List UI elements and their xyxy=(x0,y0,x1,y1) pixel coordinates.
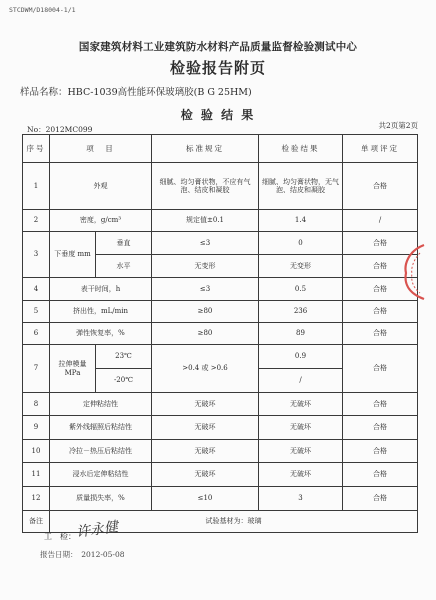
row-result: 3 xyxy=(259,487,343,511)
row-result: 无破坏 xyxy=(259,440,343,463)
row-item: 外观 xyxy=(50,163,152,210)
results-table xyxy=(22,134,418,533)
row-verdict: 合格 xyxy=(343,345,418,393)
row-result: 0 xyxy=(259,232,343,255)
table-row xyxy=(23,278,418,301)
row-result: 236 xyxy=(259,301,343,323)
row-subitem: -20℃ xyxy=(96,369,152,393)
row-no: 3 xyxy=(23,232,50,278)
row-verdict: 合格 xyxy=(343,278,418,301)
row-no: 4 xyxy=(23,278,50,301)
row-standard: 无破坏 xyxy=(152,393,259,416)
table-row xyxy=(23,440,418,463)
header-standard: 标准规定 xyxy=(152,135,259,163)
row-item: 浸水后定伸粘结性 xyxy=(50,463,152,487)
page-info: 共2页第2页 xyxy=(378,121,418,130)
row-item: 冷拉－热压后粘结性 xyxy=(50,440,152,463)
row-verdict: 合格 xyxy=(343,163,418,210)
row-standard: 无破坏 xyxy=(152,463,259,487)
table-row xyxy=(23,301,418,323)
table-header-row xyxy=(23,135,418,163)
row-no: 6 xyxy=(23,323,50,345)
table-row xyxy=(23,416,418,440)
row-no: 2 xyxy=(23,210,50,232)
section-title: 检 验 结 果 xyxy=(180,108,256,122)
row-verdict: 合格 xyxy=(343,255,418,278)
row-no: 12 xyxy=(23,487,50,511)
page-title: 检验报告附页 xyxy=(169,59,266,77)
table-row xyxy=(23,463,418,487)
row-no: 5 xyxy=(23,301,50,323)
official-stamp-icon xyxy=(398,243,428,301)
row-item: 密度，g/cm³ xyxy=(50,210,152,232)
row-standard: 无破坏 xyxy=(152,416,259,440)
row-verdict: / xyxy=(343,210,418,232)
row-verdict: 合格 xyxy=(343,301,418,323)
inspector-label: 工 检： xyxy=(44,532,76,541)
row-item: 挤出性，mL/min xyxy=(50,301,152,323)
row-standard: ≥80 xyxy=(152,301,259,323)
inspector-signature: 许永健 xyxy=(75,519,120,541)
row-result: 无破坏 xyxy=(259,393,343,416)
row-standard: ≤10 xyxy=(152,487,259,511)
row-item: 表干时间，h xyxy=(50,278,152,301)
row-standard: ≤3 xyxy=(152,278,259,301)
row-item: 紫外线辐照后粘结性 xyxy=(50,416,152,440)
row-item: 下垂度 mm xyxy=(50,232,96,278)
organization-name: 国家建筑材料工业建筑防水材料产品质量监督检验测试中心 xyxy=(78,41,358,53)
row-standard: >0.4 或 >0.6 xyxy=(152,345,259,393)
row-verdict: 合格 xyxy=(343,323,418,345)
row-standard: ≤3 xyxy=(152,232,259,255)
row-verdict: 合格 xyxy=(343,232,418,255)
remarks-text: 试验基材为：玻璃 xyxy=(50,511,418,533)
sample-label: 样品名称： xyxy=(20,87,68,98)
table-row xyxy=(23,210,418,232)
row-verdict: 合格 xyxy=(343,416,418,440)
row-no: 10 xyxy=(23,440,50,463)
table-row xyxy=(23,163,418,210)
table-row xyxy=(23,487,418,511)
row-verdict: 合格 xyxy=(343,393,418,416)
header-item: 项 目 xyxy=(50,135,152,163)
sample-name: HBC-1039高性能环保玻璃胶(B G 25HM) xyxy=(67,87,252,98)
row-standard: 细腻、均匀膏状物，不应有气泡、结皮和凝胶 xyxy=(152,163,259,210)
row-verdict: 合格 xyxy=(343,463,418,487)
header-result: 检验结果 xyxy=(259,135,343,163)
row-no: 8 xyxy=(23,393,50,416)
row-item: 定伸粘结性 xyxy=(50,393,152,416)
row-result: 0.5 xyxy=(259,278,343,301)
row-verdict: 合格 xyxy=(343,487,418,511)
header-verdict: 单项评定 xyxy=(343,135,418,163)
sample-line xyxy=(20,84,252,98)
row-result: / xyxy=(259,369,343,393)
row-no: 9 xyxy=(23,416,50,440)
report-date: 报告日期： 2012-05-08 xyxy=(40,550,125,559)
row-no: 1 xyxy=(23,163,50,210)
table-row xyxy=(23,323,418,345)
row-standard: ≥80 xyxy=(152,323,259,345)
table-row xyxy=(23,232,418,255)
report-number: No：2012MC099 xyxy=(27,125,93,134)
row-result: 无变形 xyxy=(259,255,343,278)
row-no: 11 xyxy=(23,463,50,487)
row-item: 弹性恢复率，% xyxy=(50,323,152,345)
row-result: 无破坏 xyxy=(259,416,343,440)
document-code: STCDWM/D18004-1/1 xyxy=(9,6,76,14)
header-no: 序号 xyxy=(23,135,50,163)
table-row xyxy=(23,393,418,416)
row-result: 0.9 xyxy=(259,345,343,369)
row-standard: 规定值±0.1 xyxy=(152,210,259,232)
table-row xyxy=(23,345,418,369)
row-result: 细腻、均匀膏状物，无气泡、结皮和凝胶 xyxy=(259,163,343,210)
row-result: 89 xyxy=(259,323,343,345)
row-subitem: 垂直 xyxy=(96,232,152,255)
row-result: 无破坏 xyxy=(259,463,343,487)
row-subitem: 水平 xyxy=(96,255,152,278)
row-item: 质量损失率，% xyxy=(50,487,152,511)
row-result: 1.4 xyxy=(259,210,343,232)
row-subitem: 23℃ xyxy=(96,345,152,369)
row-verdict: 合格 xyxy=(343,440,418,463)
row-no: 7 xyxy=(23,345,50,393)
row-standard: 无破坏 xyxy=(152,440,259,463)
remarks-label: 备注 xyxy=(23,511,50,533)
row-standard: 无变形 xyxy=(152,255,259,278)
row-item: 拉伸模量 MPa xyxy=(50,345,96,393)
